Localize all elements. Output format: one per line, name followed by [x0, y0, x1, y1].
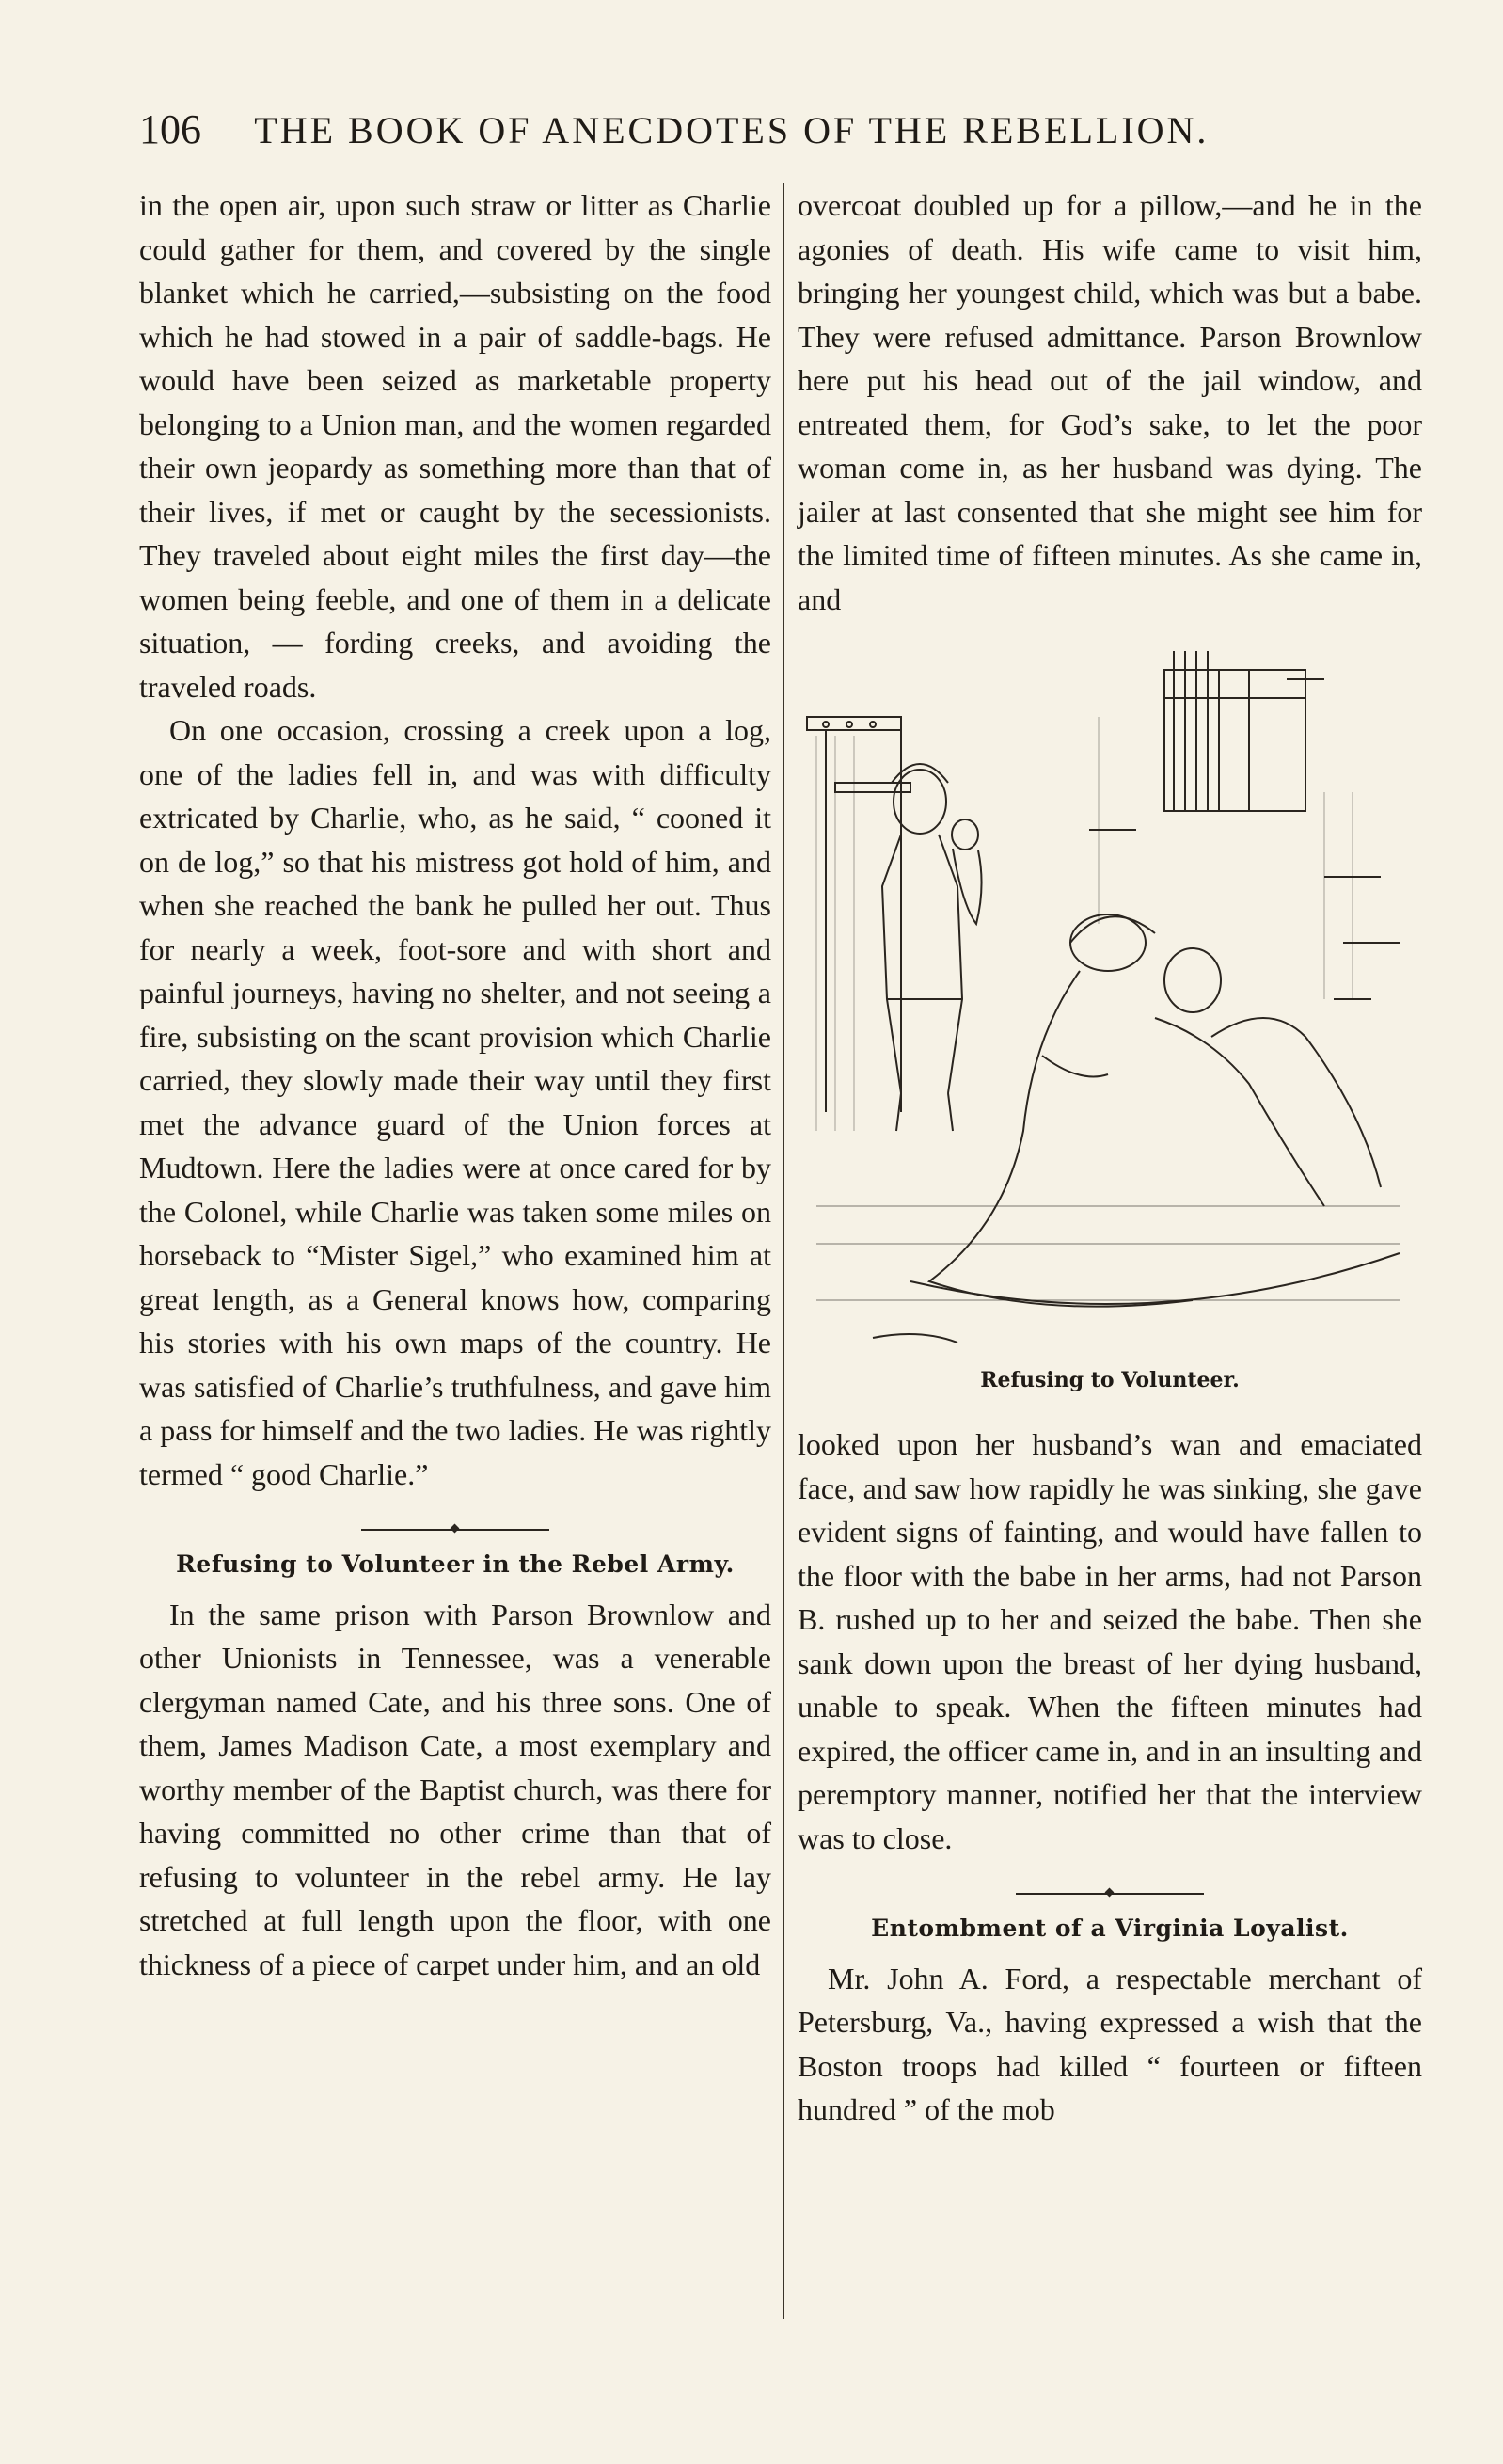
- running-title: THE BOOK OF ANECDOTES OF THE REBELLION.: [254, 109, 1210, 151]
- charlie-paragraph: On one occasion, crossing a creek upon a log, one of the ladies fell in, and was with difficulty extricated by Charlie, who, as he said, “ cooned it on de log,” so that his mistress got hold of him, and when she reached the bank he pulled her out. Thus for nearly a week, foot-sore and with short and painful journeys, having no shelter, and not seeing a fire, subsisting on the scant provision which Charlie carried, they slowly made their way until they first met the advance guard of the Union forces at Mudtown. Here the ladies were at once cared for by the Colonel, while Charlie was taken some miles on horseback to “Mister Sigel,” who examined him at great length, as a General knows how, comparing his stories with his own maps of the country. He was satisfied of Charlie’s truthfulness, and gave him a pass for himself and the two ladies. He was rightly termed “ good Charlie.”: [139, 713, 771, 1491]
- entombment-paragraph: Mr. John A. Ford, a respectable merchant of Petersburg, Va., having expressed a wish that the Boston troops had killed “ fourteen or fifteen hundred ” of the mob: [798, 1961, 1422, 2126]
- continued-paragraph: in the open air, upon such straw or litter as Charlie could gather for them, and covered by the single blanket which he carried,—subsisting on the food which he had stowed in a pair of saddle-bags. He would have been seized as marketable property belonging to a Union man, and the women regarded their own jeopardy as something more than that of their lives, if met or caught by the secessionists. They traveled about eight miles the first day—the women being feeble, and one of them in a delicate situation, — fording creeks, and avoiding the traveled roads.: [139, 188, 771, 704]
- section-heading-entombment: Entombment of a Virginia Loyalist.: [871, 1915, 1349, 1942]
- section-heading-refusing: Refusing to Volunteer in the Rebel Army.: [176, 1550, 735, 1578]
- section-divider-ornament-right: [798, 1886, 1422, 1901]
- left-column: [139, 183, 771, 1986]
- section-divider-ornament: [139, 1522, 771, 1537]
- right-column: [798, 183, 1422, 2132]
- page-number: 106: [139, 106, 201, 152]
- prison-scene-engraving: [798, 642, 1422, 1357]
- running-header: [139, 105, 1305, 153]
- column-divider: [783, 183, 784, 2319]
- engraving-figure: [798, 642, 1422, 1423]
- continued-paragraph-right: overcoat doubled up for a pillow,—and he in the agonies of death. His wife came to visit him, bringing her youngest child, which was but a babe. They were refused admittance. Parson Brownlow here put his head out of the jail window, and entreated them, for God’s sake, to let the poor woman come in, as her husband was dying. The jailer at last consented that she might see him for the limited time of fifteen minutes. As she came in, and: [798, 188, 1422, 616]
- after-figure-paragraph: looked upon her husband’s wan and emaciated face, and saw how rapidly he was sinking, she gave evident signs of fainting, and would have fallen to the floor with the babe in her arms, had not Parson B. rushed up to her and seized the babe. Then she sank down upon the breast of her dying husband, unable to speak. When the fifteen minutes had expired, the officer came in, and in an insulting and peremptory manner, notified her that the interview was to close.: [798, 1427, 1422, 1855]
- figure-caption: Refusing to Volunteer.: [980, 1368, 1240, 1392]
- refusing-paragraph: In the same prison with Parson Brownlow and other Unionists in Tennessee, was a venerable clergyman named Cate, and his three sons. One of them, James Madison Cate, a most exemplary and worthy member of the Baptist church, was there for having committed no other crime than that of refusing to volunteer in the rebel army. He lay stretched at full length upon the floor, with one thickness of a piece of carpet under him, and an old: [139, 1597, 771, 1981]
